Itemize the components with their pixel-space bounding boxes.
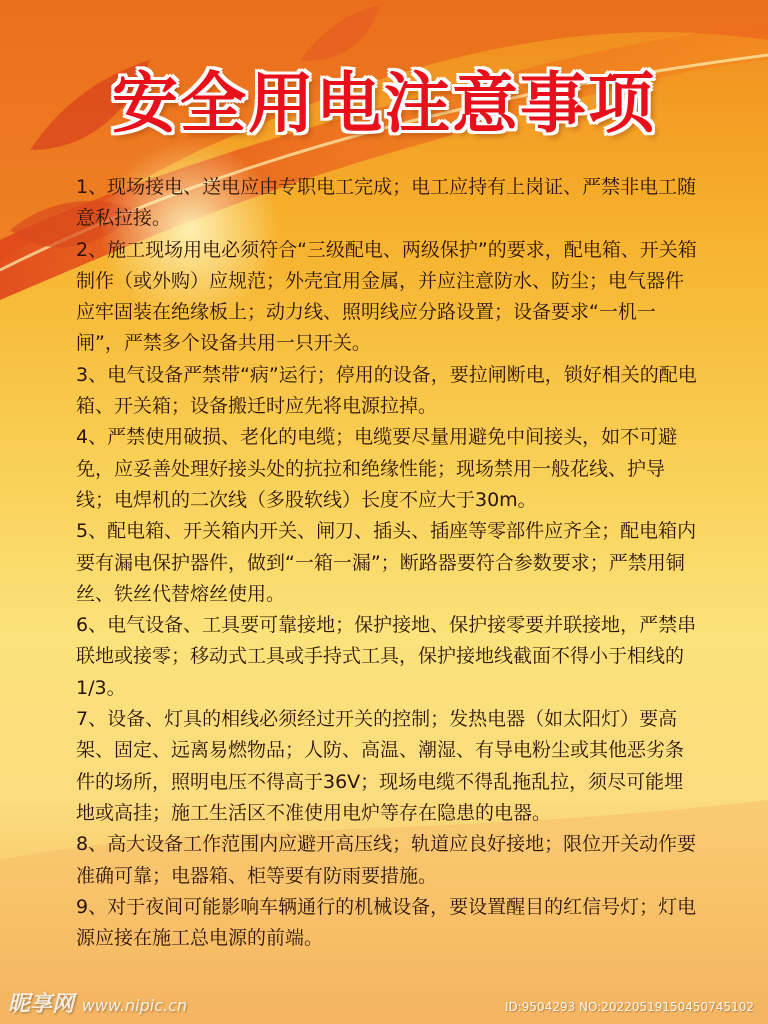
watermark-site: www.nipic.cn	[81, 996, 188, 1015]
list-item: 4、严禁使用破损、老化的电缆；电缆要尽量用避免中间接头，如不可避免，应妥善处理好接头处的抗拉和绝缘性能；现场禁用一般花线、护导线；电焊机的二次线（多股软线）长度不应大于30m。	[76, 426, 678, 511]
list-item: 5、配电箱、开关箱内开关、闸刀、插头、插座等零部件应齐全；配电箱内要有漏电保护器件，做到“一箱一漏”；断路器要符合参数要求；严禁用铜丝、铁丝代替熔丝使用。	[76, 520, 697, 605]
list-item: 1、现场接电、送电应由专职电工完成；电工应持有上岗证、严禁非电工随意私拉接。	[76, 176, 697, 230]
watermark-logo	[8, 987, 187, 1018]
list-item: 6、电气设备、工具要可靠接地；保护接地、保护接零要并联接地，严禁串联地或接零；移动式工具或手持式工具，保护接地线截面不得小于相线的1/3。	[76, 614, 697, 699]
list-item: 7、设备、灯具的相线必须经过开关的控制；发热电器（如太阳灯）要高架、固定、远离易燃物品；人防、高温、潮湿、有导电粉尘或其他恶劣条件的场所，照明电压不得高于36V；现场电缆不得乱拖乱拉，须尽可能埋地或高挂；施工生活区不准使用电炉等存在隐患的电器。	[76, 708, 685, 824]
list-item: 8、高大设备工作范围内应避开高压线；轨道应良好接地；限位开关动作要准确可靠；电器箱、柜等要有防雨要措施。	[76, 833, 697, 887]
list-item: 2、施工现场用电必须符合“三级配电、两级保护”的要求，配电箱、开关箱制作（或外购）应规范；外壳宜用金属，并应注意防水、防尘；电气器件应牢固装在绝缘板上；动力线、照明线应分路设置；设备要求“一机一闸”，严禁多个设备共用一只开关。	[76, 238, 697, 355]
notice-list	[76, 172, 700, 954]
list-item: 9、对于夜间可能影响车辆通行的机械设备，要设置醒目的红信号灯；灯电源应接在施工总电源的前端。	[76, 895, 697, 950]
watermark-brand: 昵享网	[8, 992, 75, 1017]
page-title: 安全用电注意事项	[112, 65, 656, 142]
watermark-id: ID:9504293 NO:20220519150450745102	[504, 1000, 754, 1014]
list-item: 3、电气设备严禁带“病”运行；停用的设备，要拉闸断电，锁好相关的配电箱、开关箱；设备搬迁时应先将电源拉掉。	[76, 363, 697, 418]
